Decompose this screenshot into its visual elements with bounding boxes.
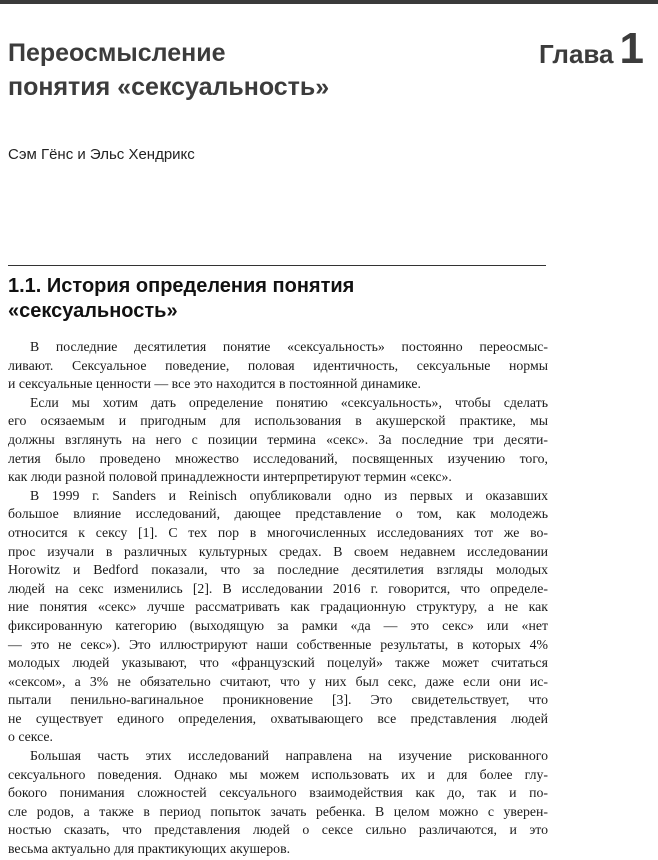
chapter-label <box>539 24 644 74</box>
chapter-title <box>8 36 408 104</box>
paragraph-line: Horowitz и Bedford показали, что за последние десятилетия взгляды молодых <box>8 562 548 578</box>
paragraph-line: ливают. Сексуальное поведение, половая идентичность, сексуальные нормы <box>8 357 548 373</box>
paragraph-line: о сексе. <box>8 729 53 745</box>
paragraph-line: сексуального поведения. Однако мы можем использовать их и для более глу- <box>8 766 548 782</box>
paragraph <box>8 487 548 747</box>
paragraph-line: и сексуальные ценности — все это находится в постоянной динамике. <box>8 376 421 392</box>
paragraph <box>8 747 548 859</box>
paragraph-line: пытали пенильно-вагинальное проникновение [3]. Это свидетельствует, что <box>8 692 548 708</box>
paragraph-line: относится к сексу [1]. С тех пор в многочисленных исследованиях тот же во- <box>8 524 548 540</box>
paragraph-line: как люди разной половой принадлежности интерпретируют термин «секс». <box>8 469 452 485</box>
paragraph-line: молодых людей указывают, что «французский поцелуй» также может считаться <box>8 655 548 671</box>
paragraph-line: летия было проведено множество исследований, посвященных изучению того, <box>8 450 548 466</box>
chapter-number: 1 <box>619 24 644 73</box>
paragraph-line: весьма актуально для практикующих акушеров. <box>8 841 291 857</box>
paragraph-line: — это не секс»). Это иллюстрируют наши собственные результаты, в которых 4% <box>8 636 548 652</box>
paragraph-line: должны взглянуть на него с позиции термина «секс». За последние три десяти- <box>8 431 548 447</box>
section-rule <box>8 265 546 266</box>
section-title-line: «сексуальность» <box>8 300 178 322</box>
body-text <box>8 338 548 859</box>
paragraph <box>8 338 548 394</box>
paragraph-line: фиксированную категорию (выходящую за рамки «да — это секс» или «нет <box>8 617 548 633</box>
paragraph-line: сле родов, а также в период попыток зачать ребенка. В целом можно с уверен- <box>8 803 548 819</box>
paragraph-line: Если мы хотим дать определение понятию «сексуальность», чтобы сделать <box>30 394 548 410</box>
paragraph-line: его осязаемым и пригодным для использования в акушерской практике, мы <box>8 413 548 429</box>
paragraph-line: людей на секс изменились [2]. В исследовании 2016 г. говорится, что определе- <box>8 580 548 596</box>
chapter-title-line: понятия «сексуальность» <box>8 73 330 101</box>
paragraph-line: В последние десятилетия понятие «сексуальность» постоянно переосмыс- <box>30 339 548 354</box>
paragraph-line: прос изучали в различных культурных средах. В своем недавнем исследовании <box>8 543 548 559</box>
paragraph-line: ние понятия «секс» лучше рассматривать как градационную структуру, а не как <box>8 599 548 615</box>
paragraph <box>8 394 548 487</box>
paragraph-line: не существует единого определения, охватывающего все представления людей <box>8 710 548 726</box>
paragraph-line: бокого понимания сложностей сексуального взаимодействия как до, так и по- <box>8 785 548 801</box>
top-rule <box>0 0 658 4</box>
paragraph-line: В 1999 г. Sanders и Reinisch опубликовали одно из первых и оказавших <box>30 487 548 503</box>
authors: Сэм Гёнс и Эльс Хендрикс <box>8 146 195 163</box>
section-title <box>8 274 548 324</box>
section-title-line: 1.1. История определения понятия <box>8 275 355 297</box>
paragraph-line: большое влияние исследований, дающее представление о том, как молодежь <box>8 506 548 522</box>
chapter-word: Глава <box>538 39 614 69</box>
paragraph-line: ностью сказать, что представления людей о сексе сильно различаются, и это <box>8 822 548 838</box>
paragraph-line: «сексом», а 3% не обязательно считают, что у них был секс, даже если они ис- <box>8 673 548 689</box>
chapter-title-line: Переосмысление <box>8 39 226 67</box>
paragraph-line: Большая часть этих исследований направлена на изучение рискованного <box>30 748 548 764</box>
